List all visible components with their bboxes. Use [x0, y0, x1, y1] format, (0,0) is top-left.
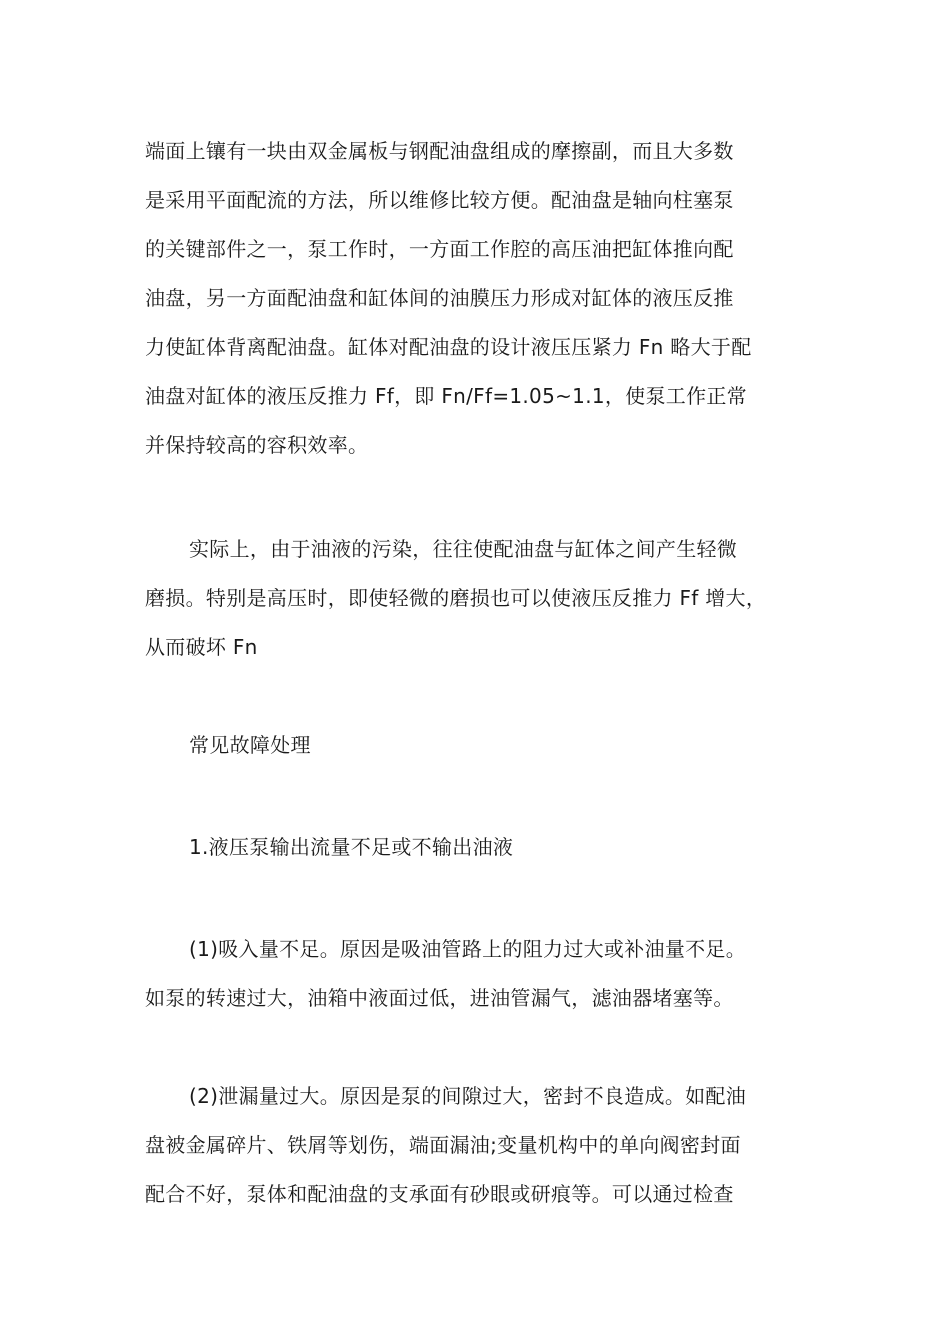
paragraph-excessive-leakage — [145, 1072, 825, 1219]
text-line: 端面上镶有一块由双金属板与钢配油盘组成的摩擦副，而且大多数 — [145, 139, 734, 163]
text-line: 磨损。特别是高压时，即使轻微的磨损也可以使液压反推力 Ff 增大， — [145, 586, 767, 610]
subsection-heading-insufficient-flow — [145, 823, 825, 872]
paragraph-insufficient-intake — [145, 925, 825, 1023]
text-line: 从而破坏 Fn — [145, 635, 258, 659]
text-line: (1)吸入量不足。原因是吸油管路上的阻力过大或补油量不足。 — [189, 937, 747, 961]
text-line: 力使缸体背离配油盘。缸体对配油盘的设计液压压紧力 Fn 略大于配 — [145, 335, 752, 359]
text-line: 油盘对缸体的液压反推力 Ff，即 Fn/Ff=1.05~1.1，使泵工作正常 — [145, 384, 747, 408]
text-line: 的关键部件之一，泵工作时，一方面工作腔的高压油把缸体推向配 — [145, 237, 734, 261]
text-line: (2)泄漏量过大。原因是泵的间隙过大，密封不良造成。如配油 — [189, 1084, 747, 1108]
heading-text: 1.液压泵输出流量不足或不输出油液 — [189, 835, 514, 859]
paragraph-wear-explanation — [145, 525, 825, 672]
text-line: 如泵的转速过大，油箱中液面过低，进油管漏气，滤油器堵塞等。 — [145, 986, 734, 1010]
text-line: 配合不好，泵体和配油盘的支承面有砂眼或研痕等。可以通过检查 — [145, 1182, 734, 1206]
text-line: 并保持较高的容积效率。 — [145, 433, 369, 457]
heading-text: 常见故障处理 — [189, 733, 311, 757]
text-line: 油盘，另一方面配油盘和缸体间的油膜压力形成对缸体的液压反推 — [145, 286, 734, 310]
paragraph-swash-plate-description — [145, 127, 825, 470]
text-line: 是采用平面配流的方法，所以维修比较方便。配油盘是轴向柱塞泵 — [145, 188, 734, 212]
section-heading-common-faults — [145, 721, 825, 770]
text-line: 盘被金属碎片、铁屑等划伤，端面漏油;变量机构中的单向阀密封面 — [145, 1133, 741, 1157]
text-line: 实际上，由于油液的污染，往往使配油盘与缸体之间产生轻微 — [189, 537, 738, 561]
